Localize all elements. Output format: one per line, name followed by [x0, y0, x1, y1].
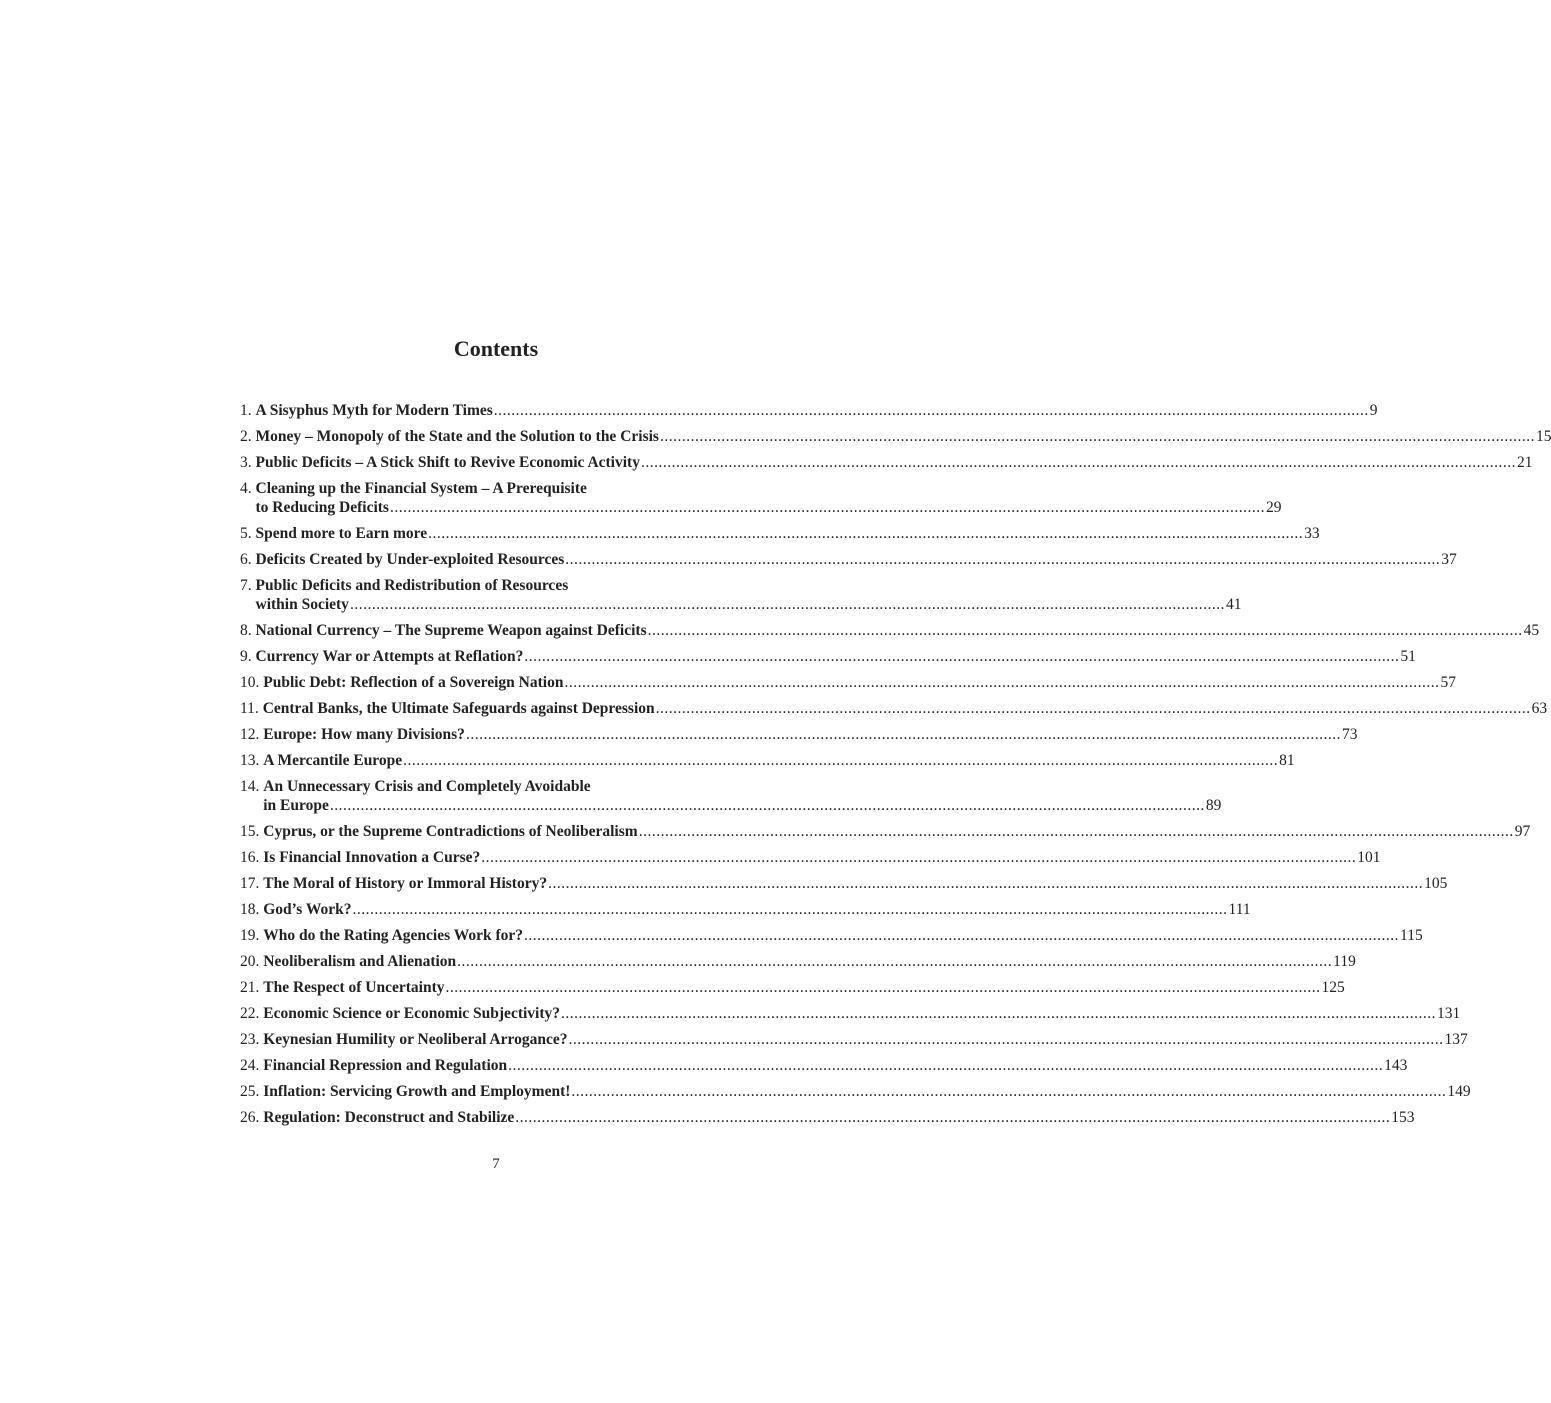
dot-leader: ........................................................................................................................................................................................................	[481, 849, 1357, 866]
page-ref: 89	[1205, 797, 1222, 814]
chapter-title: Economic Science or Economic Subjectivity?	[263, 1005, 561, 1022]
toc-entry	[240, 699, 1548, 725]
chapter-title: Central Banks, the Ultimate Safeguards against Depression	[262, 700, 655, 717]
toc-entry	[240, 900, 1251, 926]
chapter-number: 10.	[240, 674, 260, 691]
toc-entry	[240, 926, 1423, 952]
dot-leader: ........................................................................................................................................................................................................	[659, 428, 1535, 445]
chapter-title: A Mercantile Europe	[263, 752, 403, 769]
chapter-title: A Sisyphus Myth for Modern Times	[255, 402, 493, 419]
chapter-number: 18.	[240, 901, 260, 918]
page-ref: 45	[1523, 622, 1540, 639]
dot-leader: ........................................................................................................................................................................................................	[352, 901, 1228, 918]
chapter-number: 22.	[240, 1005, 260, 1022]
chapter-number: 1.	[240, 402, 252, 419]
dot-leader: ........................................................................................................................................................................................................	[389, 499, 1265, 516]
dot-leader: ........................................................................................................................................................................................................	[548, 875, 1424, 892]
page-ref: 15	[1535, 428, 1551, 445]
chapter-number: 4.	[240, 480, 252, 497]
chapter-title: Cyprus, or the Supreme Contradictions of Neoliberalism	[263, 823, 638, 840]
chapter-title: The Moral of History or Immoral History?	[263, 875, 548, 892]
page-title: Contents	[453, 336, 539, 361]
page-ref: 21	[1516, 454, 1533, 471]
dot-leader: ........................................................................................................................................................................................................	[403, 752, 1279, 769]
page-ref: 125	[1321, 979, 1345, 996]
chapter-title: Neoliberalism and Alienation	[263, 953, 457, 970]
chapter-title: The Respect of Uncertainty	[263, 979, 445, 996]
chapter-number: 21.	[240, 979, 260, 996]
dot-leader: ........................................................................................................................................................................................................	[524, 648, 1400, 665]
chapter-number: 6.	[240, 551, 252, 568]
dot-leader: ........................................................................................................................................................................................................	[655, 700, 1531, 717]
toc-entry	[240, 524, 1320, 550]
toc-entry	[240, 1004, 1461, 1030]
toc-entry	[240, 427, 1551, 453]
toc-entry	[240, 1056, 1408, 1082]
chapter-number: 11.	[240, 700, 259, 717]
chapter-title: Keynesian Humility or Neoliberal Arrogance?	[263, 1031, 568, 1048]
page-ref: 9	[1369, 402, 1378, 419]
chapter-title: Public Deficits and Redistribution of Resources	[255, 577, 569, 594]
toc-entry	[240, 673, 1456, 699]
chapter-title: Financial Repression and Regulation	[263, 1057, 508, 1074]
toc-entry	[240, 401, 1378, 427]
chapter-title: within Society	[255, 596, 349, 613]
chapter-title: Cleaning up the Financial System – A Prerequisite	[255, 480, 587, 497]
chapter-number: 3.	[240, 454, 252, 471]
chapter-title: Money – Monopoly of the State and the Solution to the Crisis	[255, 428, 659, 445]
dot-leader: ........................................................................................................................................................................................................	[564, 674, 1440, 691]
toc-entry	[240, 1108, 1415, 1134]
dot-leader: ........................................................................................................................................................................................................	[349, 596, 1225, 613]
chapter-title: Deficits Created by Under-exploited Resources	[255, 551, 565, 568]
toc-entry	[240, 777, 1222, 822]
page-ref: 33	[1304, 525, 1320, 542]
chapter-title: Spend more to Earn more	[255, 525, 428, 542]
toc-entry	[240, 848, 1381, 874]
chapter-title: God’s Work?	[263, 901, 352, 918]
page-number: 7	[492, 1156, 500, 1172]
chapter-title: Regulation: Deconstruct and Stabilize	[263, 1109, 515, 1126]
chapter-number: 12.	[240, 726, 260, 743]
dot-leader: ........................................................................................................................................................................................................	[640, 454, 1516, 471]
dot-leader: ........................................................................................................................................................................................................	[561, 1005, 1437, 1022]
dot-leader: ........................................................................................................................................................................................................	[445, 979, 1321, 996]
page-ref: 97	[1514, 823, 1531, 840]
dot-leader: ........................................................................................................................................................................................................	[568, 1031, 1444, 1048]
chapter-title: Inflation: Servicing Growth and Employment!	[263, 1083, 571, 1100]
page-ref: 119	[1333, 953, 1356, 970]
chapter-title: Is Financial Innovation a Curse?	[263, 849, 481, 866]
toc-entry	[240, 647, 1416, 673]
dot-leader: ........................................................................................................................................................................................................	[508, 1057, 1384, 1074]
chapter-number: 13.	[240, 752, 260, 769]
dot-leader: ........................................................................................................................................................................................................	[329, 797, 1205, 814]
chapter-number: 19.	[240, 927, 260, 944]
chapter-number: 15.	[240, 823, 260, 840]
page-ref: 63	[1531, 700, 1548, 717]
toc-entry	[240, 952, 1356, 978]
page-ref: 131	[1437, 1005, 1461, 1022]
dot-leader: ........................................................................................................................................................................................................	[565, 551, 1441, 568]
chapter-number: 25.	[240, 1083, 260, 1100]
chapter-number: 5.	[240, 525, 252, 542]
page-ref: 143	[1384, 1057, 1408, 1074]
page-ref: 57	[1440, 674, 1456, 691]
dot-leader: ........................................................................................................................................................................................................	[493, 402, 1369, 419]
chapter-number: 16.	[240, 849, 260, 866]
toc-entry	[240, 874, 1448, 900]
page-ref: 81	[1279, 752, 1295, 769]
page-ref: 111	[1228, 901, 1251, 918]
chapter-title: to Reducing Deficits	[255, 499, 389, 516]
toc-entry	[240, 725, 1358, 751]
page-ref: 51	[1400, 648, 1416, 665]
page-ref: 101	[1357, 849, 1381, 866]
dot-leader: ........................................................................................................................................................................................................	[571, 1083, 1447, 1100]
chapter-number: 2.	[240, 428, 252, 445]
page-ref: 153	[1391, 1109, 1415, 1126]
dot-leader: ........................................................................................................................................................................................................	[428, 525, 1304, 542]
toc-entry	[240, 550, 1457, 576]
toc-entry	[240, 479, 1282, 524]
toc-entry	[240, 751, 1295, 777]
page-ref: 73	[1341, 726, 1358, 743]
dot-leader: ........................................................................................................................................................................................................	[647, 622, 1523, 639]
chapter-number: 23.	[240, 1031, 260, 1048]
dot-leader: ........................................................................................................................................................................................................	[465, 726, 1341, 743]
chapter-number: 24.	[240, 1057, 260, 1074]
page-ref: 29	[1265, 499, 1282, 516]
chapter-title: Public Deficits – A Stick Shift to Revive Economic Activity	[255, 454, 640, 471]
chapter-title: Europe: How many Divisions?	[263, 726, 465, 743]
page-ref: 105	[1424, 875, 1448, 892]
dot-leader: ........................................................................................................................................................................................................	[638, 823, 1514, 840]
chapter-title: National Currency – The Supreme Weapon against Deficits	[255, 622, 647, 639]
toc-entry	[240, 1082, 1471, 1108]
toc-entry	[240, 453, 1533, 479]
chapter-title: An Unnecessary Crisis and Completely Avoidable	[263, 778, 591, 795]
chapter-title: in Europe	[263, 797, 329, 814]
chapter-number: 7.	[240, 577, 252, 594]
page-ref: 41	[1225, 596, 1242, 613]
chapter-title: Public Debt: Reflection of a Sovereign Nation	[263, 674, 564, 691]
chapter-number: 8.	[240, 622, 252, 639]
chapter-number: 17.	[240, 875, 260, 892]
chapter-number: 9.	[240, 648, 252, 665]
toc-entry	[240, 978, 1345, 1004]
table-of-contents	[240, 401, 1551, 1134]
dot-leader: ........................................................................................................................................................................................................	[457, 953, 1333, 970]
dot-leader: ........................................................................................................................................................................................................	[515, 1109, 1391, 1126]
page-ref: 115	[1400, 927, 1423, 944]
toc-entry	[240, 621, 1540, 647]
chapter-number: 14.	[240, 778, 260, 795]
toc-entry	[240, 1030, 1468, 1056]
page-ref: 37	[1441, 551, 1457, 568]
page-ref: 149	[1447, 1083, 1471, 1100]
chapter-title: Currency War or Attempts at Reflation?	[255, 648, 524, 665]
chapter-number: 20.	[240, 953, 260, 970]
toc-entry	[240, 822, 1531, 848]
chapter-title: Who do the Rating Agencies Work for?	[263, 927, 524, 944]
dot-leader: ........................................................................................................................................................................................................	[524, 927, 1400, 944]
page-ref: 137	[1444, 1031, 1468, 1048]
toc-entry	[240, 576, 1242, 621]
chapter-number: 26.	[240, 1109, 260, 1126]
